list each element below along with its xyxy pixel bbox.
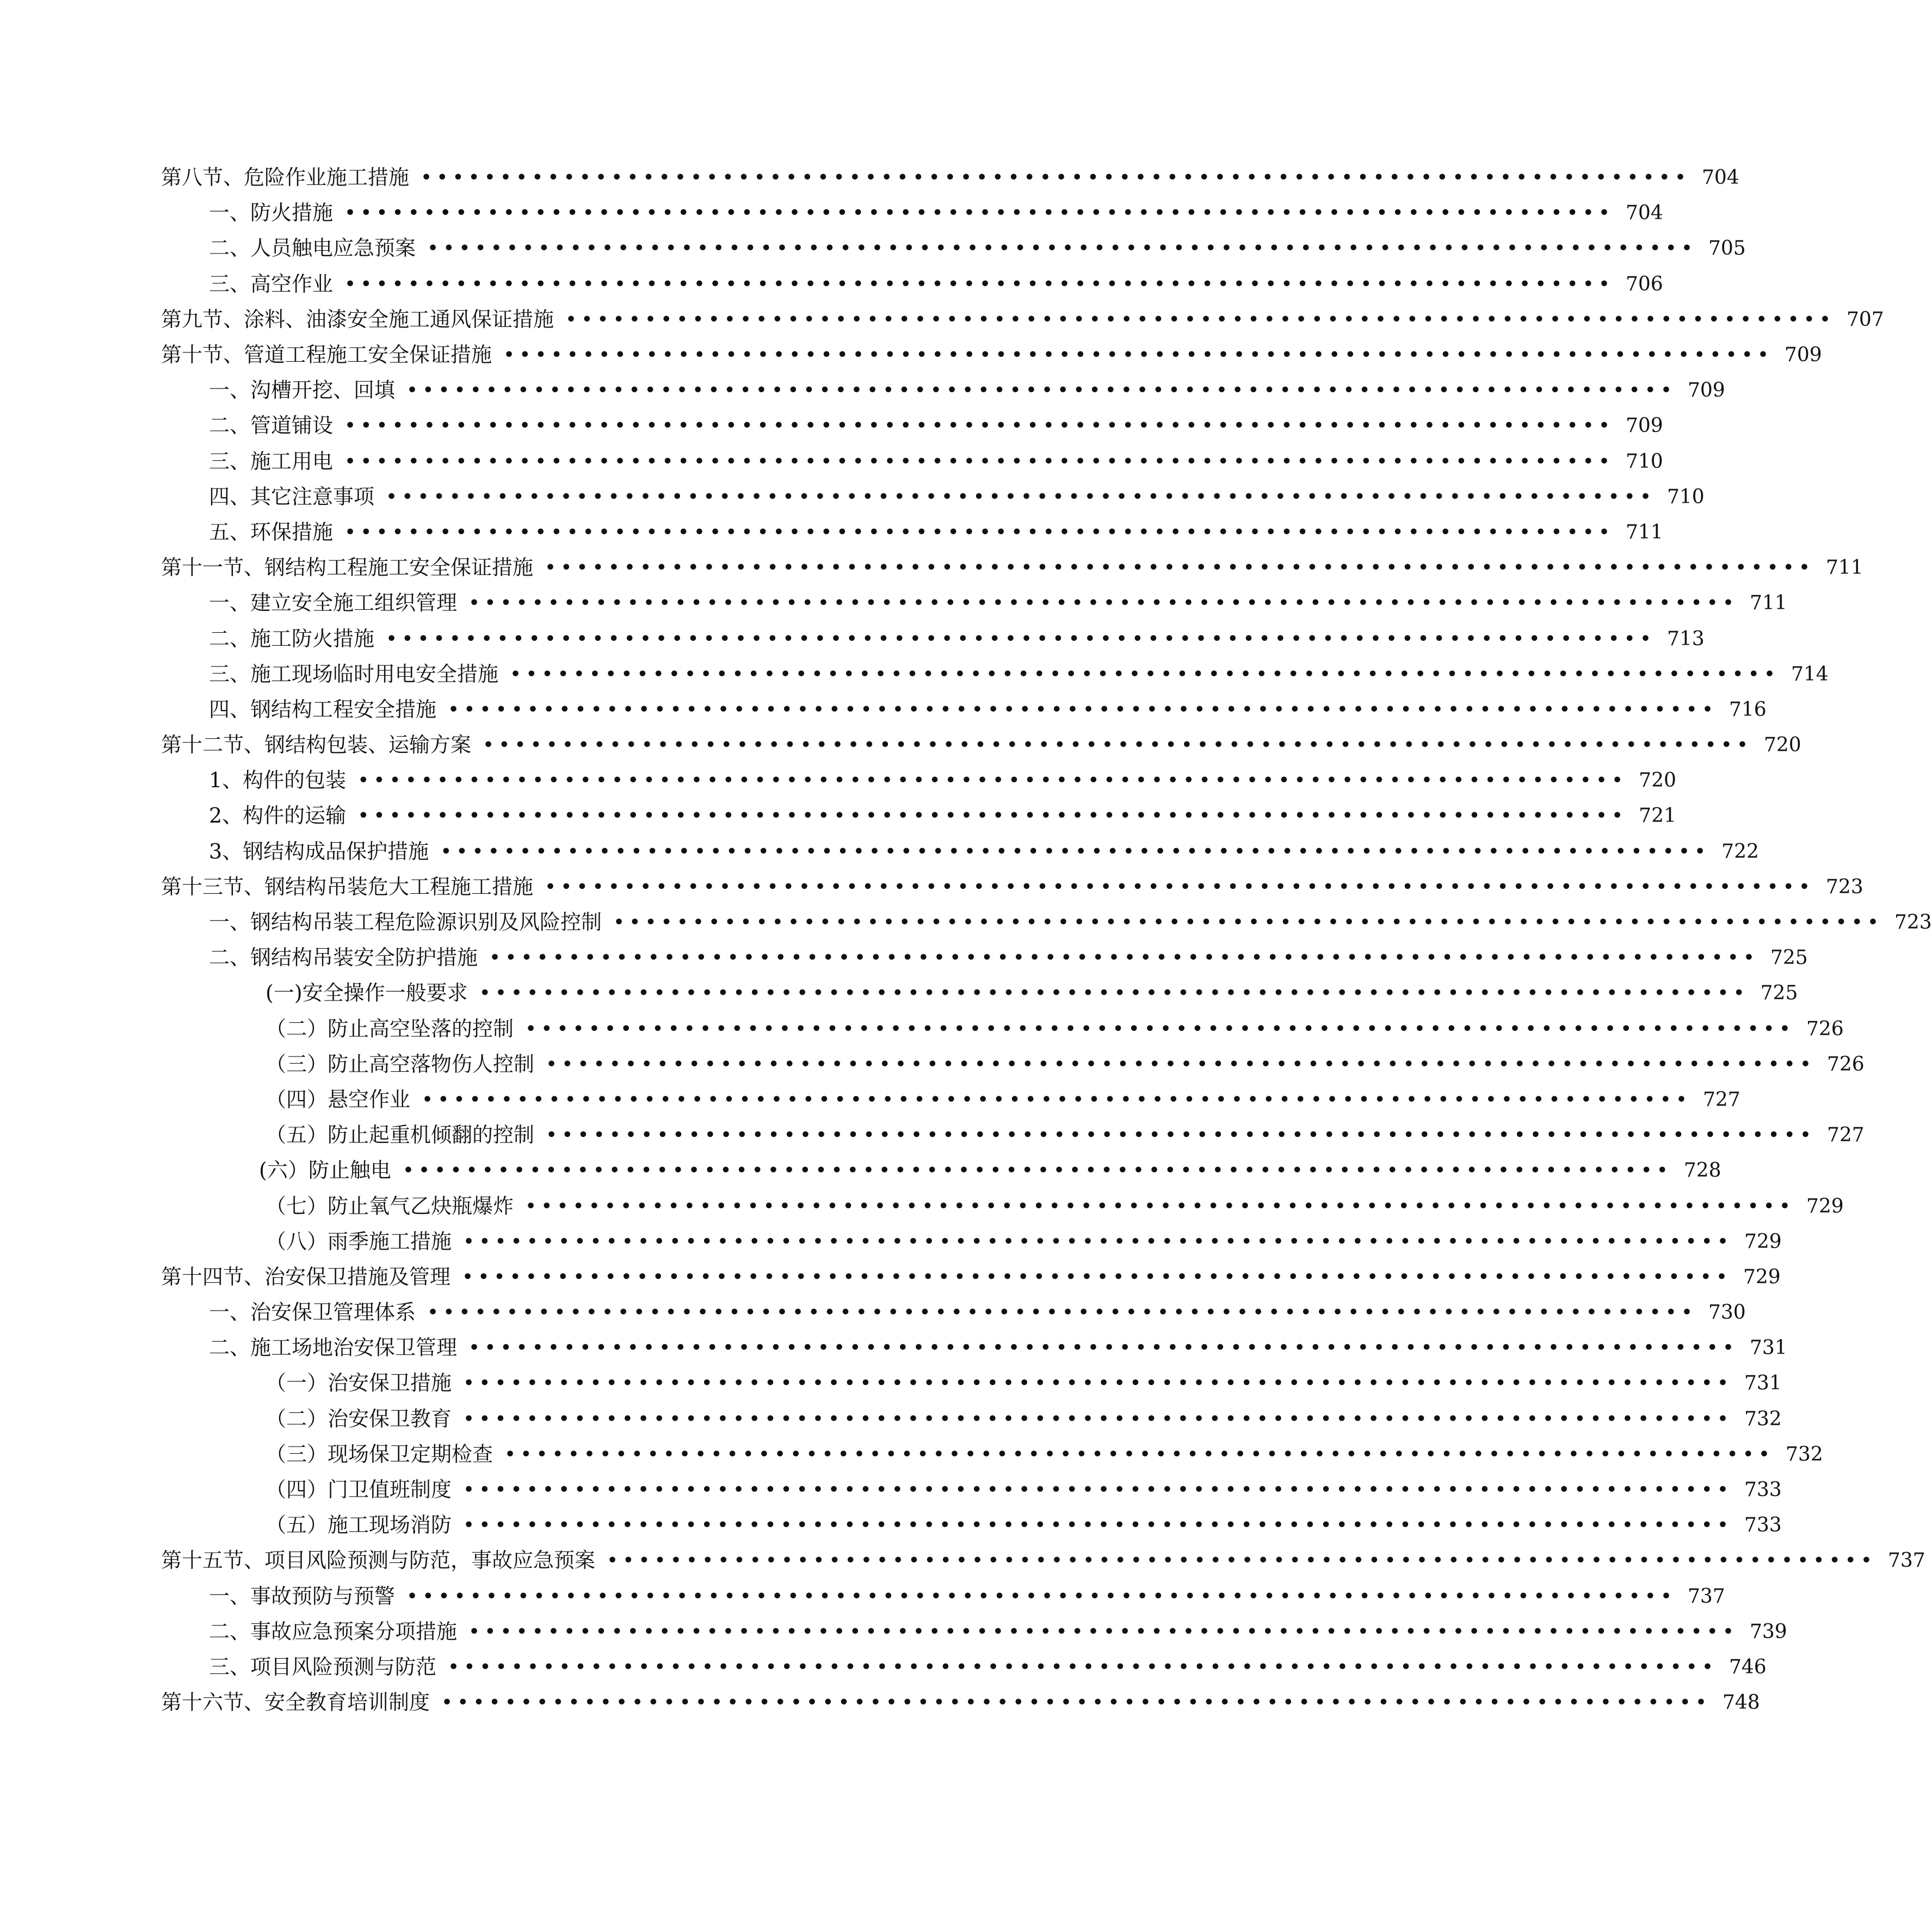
toc-dot-leader: •••••••••••••••••••••••••••••••••••••••••••••••••••••••••••••••••••••••••••••••• [345,522,1615,542]
toc-entry-page-number: 727 [1827,1124,1865,1147]
toc-entry-title: 第八节、危险作业施工措施 [161,165,410,190]
toc-entry-page-number: 714 [1791,663,1829,685]
toc-entry-page-number: 737 [1688,1585,1725,1608]
toc-entry-title: 三、项目风险预测与防范 [209,1654,437,1679]
toc-entry-title: （四）悬空作业 [266,1087,411,1111]
toc-entry[interactable] [161,975,1798,1011]
toc-entry-title: 3、钢结构成品保护措施 [209,839,429,863]
toc-entry-title: （二）防止高空坠落的控制 [266,1016,514,1041]
toc-entry[interactable] [161,727,1801,763]
table-of-contents [161,160,1932,1720]
toc-entry-title: 第十五节、项目风险预测与防范，事故应急预案 [161,1548,596,1573]
toc-dot-leader: •••••••••••••••••••••••••••••••••••••••••••••••••••••••••••••••••••••••••••••••• [526,1196,1795,1216]
toc-entry-title: （四）门卫值班制度 [266,1478,452,1502]
toc-entry[interactable] [161,1366,1782,1401]
toc-entry-page-number: 733 [1744,1514,1782,1537]
toc-entry-page-number: 729 [1743,1265,1781,1288]
toc-entry-page-number: 728 [1683,1159,1721,1182]
toc-entry[interactable] [161,763,1676,798]
toc-dot-leader: •••••••••••••••••••••••••••••••••••••••••••••••••••••••••••••••••••••••••••••••• [358,771,1628,790]
toc-entry-page-number: 711 [1826,557,1863,579]
toc-entry-page-number: 709 [1626,415,1663,437]
toc-dot-leader: •••••••••••••••••••••••••••••••••••••••••••••••••••••••••••••••••••••••••••••••• [546,1126,1816,1145]
toc-entry-title: 第十二节、钢结构包装、运输方案 [161,733,472,757]
toc-dot-leader: •••••••••••••••••••••••••••••••••••••••••••••••••••••••••••••••••••••••••••••••• [403,1161,1673,1181]
toc-entry[interactable] [161,515,1663,550]
toc-entry[interactable] [161,444,1663,479]
toc-entry-page-number: 725 [1770,947,1808,969]
toc-entry[interactable] [161,585,1787,621]
toc-dot-leader: •••••••••••••••••••••••••••••••••••••••••••••••••••••••••••••••••••••••••••••••• [464,1480,1733,1500]
toc-entry-page-number: 731 [1744,1372,1782,1395]
toc-entry-title: (一)安全操作一般要求 [266,981,468,1005]
toc-dot-leader: •••••••••••••••••••••••••••••••••••••••••••••••••••••••••••••••••••••••••••••••• [345,203,1615,223]
toc-entry-title: 四、钢结构工程安全措施 [209,697,437,721]
toc-entry-title: 第九节、涂料、油漆安全施工通风保证措施 [161,307,554,331]
toc-dot-leader: •••••••••••••••••••••••••••••••••••••••••••••••••••••••••••••••••••••••••••••••• [545,558,1815,578]
toc-dot-leader: •••••••••••••••••••••••••••••••••••••••••••••••••••••••••••••••••••••••••••••••• [469,1338,1739,1358]
toc-dot-leader: •••••••••••••••••••••••••••••••••••••••••••••••••••••••••••••••••••••••••••••••• [607,1551,1877,1571]
toc-entry[interactable] [161,1259,1781,1295]
toc-entry-page-number: 709 [1785,344,1822,367]
toc-entry[interactable] [161,1685,1760,1720]
toc-entry-title: 三、施工现场临时用电安全措施 [209,662,499,686]
toc-entry-title: 一、钢结构吊装工程危险源识别及风险控制 [209,910,602,935]
toc-entry-title: 二、人员触电应急预案 [209,236,416,261]
toc-entry[interactable] [161,692,1767,727]
toc-dot-leader: •••••••••••••••••••••••••••••••••••••••••••••••••••••••••••••••••••••••••••••••• [464,1516,1733,1535]
toc-dot-leader: •••••••••••••••••••••••••••••••••••••••••••••••••••••••••••••••••••••••••••••••• [345,452,1615,471]
toc-dot-leader: •••••••••••••••••••••••••••••••••••••••••••••••••••••••••••••••••••••••••••••••• [504,345,1774,365]
toc-dot-leader: •••••••••••••••••••••••••••••••••••••••••••••••••••••••••••••••••••••••••••••••• [483,736,1753,755]
toc-entry-title: （三）现场保卫定期检查 [266,1442,493,1466]
toc-entry[interactable] [161,550,1863,585]
toc-entry-title: 一、治安保卫管理体系 [209,1300,416,1325]
toc-dot-leader: •••••••••••••••••••••••••••••••••••••••••••••••••••••••••••••••••••••••••••••••• [510,664,1780,684]
toc-entry-page-number: 732 [1786,1443,1823,1466]
toc-entry-title: 第十六节、安全教育培训制度 [161,1690,430,1715]
toc-dot-leader: •••••••••••••••••••••••••••••••••••••••••••••••••••••••••••••••••••••••••••••••• [464,1232,1733,1251]
toc-entry[interactable] [161,1437,1823,1472]
toc-entry[interactable] [161,1543,1925,1578]
toc-entry-title: （一）治安保卫措施 [266,1371,452,1395]
toc-entry[interactable] [161,195,1663,231]
toc-entry[interactable] [161,160,1739,195]
toc-entry-title: 二、管道铺设 [209,413,334,438]
toc-entry-page-number: 730 [1708,1301,1746,1324]
toc-dot-leader: •••••••••••••••••••••••••••••••••••••••••••••••••••••••••••••••••••••••••••••••• [428,1303,1698,1323]
toc-entry-page-number: 732 [1744,1407,1782,1430]
toc-entry-page-number: 710 [1626,450,1663,473]
toc-entry-page-number: 725 [1760,982,1798,1005]
toc-entry-page-number: 716 [1729,698,1767,721]
toc-dot-leader: •••••••••••••••••••••••••••••••••••••••••••••••••••••••••••••••••••••••••••••••• [566,310,1836,329]
toc-entry-title: 一、建立安全施工组织管理 [209,591,458,615]
toc-entry-title: 五、环保措施 [209,520,334,544]
toc-entry[interactable] [161,1224,1782,1259]
toc-entry[interactable] [161,337,1822,373]
toc-entry-title: 1、构件的包装 [209,768,347,793]
toc-entry-title: （二）治安保卫教育 [266,1406,452,1431]
toc-entry-page-number: 705 [1708,237,1746,260]
toc-entry[interactable] [161,479,1705,515]
toc-entry-page-number: 707 [1847,308,1884,331]
toc-entry[interactable] [161,1047,1865,1082]
toc-dot-leader: •••••••••••••••••••••••••••••••••••••••••••••••••••••••••••••••••••••••••••••••• [448,700,1718,719]
toc-entry-page-number: 710 [1667,485,1705,508]
toc-entry-page-number: 727 [1703,1088,1740,1111]
toc-entry-title: （五）施工现场消防 [266,1513,452,1537]
toc-entry-page-number: 726 [1827,1053,1865,1076]
toc-entry-title: （三）防止高空落物伤人控制 [266,1052,535,1076]
toc-entry-page-number: 739 [1750,1620,1787,1643]
toc-entry-page-number: 723 [1826,875,1863,898]
toc-entry[interactable] [161,834,1759,869]
toc-dot-leader: •••••••••••••••••••••••••••••••••••••••••••••••••••••••••••••••••••••••••••••••• [464,1409,1733,1429]
toc-entry-title: 一、事故预防与预警 [209,1584,396,1608]
toc-entry[interactable] [161,1508,1782,1543]
toc-dot-leader: •••••••••••••••••••••••••••••••••••••••••••••••••••••••••••••••••••••••••••••••• [469,1622,1739,1641]
toc-entry[interactable] [161,1188,1844,1224]
toc-entry[interactable] [161,231,1746,266]
toc-dot-leader: •••••••••••••••••••••••••••••••••••••••••••••••••••••••••••••••••••••••••••••••• [442,1693,1712,1713]
toc-entry-page-number: 733 [1744,1479,1782,1502]
toc-dot-leader: •••••••••••••••••••••••••••••••••••••••••••••••••••••••••••••••••••••••••••••••• [386,629,1656,648]
toc-entry-page-number: 711 [1750,592,1787,615]
toc-entry-page-number: 711 [1626,521,1663,543]
toc-dot-leader: •••••••••••••••••••••••••••••••••••••••••••••••••••••••••••••••••••••••••••••••• [464,1374,1733,1393]
toc-entry[interactable] [161,905,1932,940]
toc-entry-title: 二、施工场地治安保卫管理 [209,1336,458,1360]
toc-entry[interactable] [161,1011,1844,1047]
toc-entry[interactable] [161,1614,1787,1649]
toc-entry-title: 二、施工防火措施 [209,626,375,651]
toc-entry-page-number: 704 [1702,166,1739,189]
toc-entry-page-number: 720 [1639,769,1676,792]
toc-entry[interactable] [161,869,1863,905]
toc-entry-page-number: 704 [1626,202,1663,225]
toc-dot-leader: •••••••••••••••••••••••••••••••••••••••••••••••••••••••••••••••••••••••••••••••• [441,842,1711,861]
toc-dot-leader: •••••••••••••••••••••••••••••••••••••••••••••••••••••••••••••••••••••••••••••••• [546,1054,1816,1074]
toc-entry[interactable] [161,1579,1725,1614]
toc-entry-page-number: 720 [1764,734,1801,757]
toc-dot-leader: •••••••••••••••••••••••••••••••••••••••••••••••••••••••••••••••••••••••••••••••• [462,1267,1732,1287]
toc-entry-title: （七）防止氧气乙炔瓶爆炸 [266,1194,514,1218]
toc-entry-title: 一、防火措施 [209,201,334,225]
toc-dot-leader: •••••••••••••••••••••••••••••••••••••••••••••••••••••••••••••••••••••••••••••••• [345,416,1615,436]
toc-entry-page-number: 709 [1688,379,1725,402]
toc-entry[interactable] [161,1295,1746,1330]
toc-entry-title: 一、沟槽开挖、回填 [209,378,396,403]
toc-entry[interactable] [161,657,1829,692]
toc-entry[interactable] [161,1153,1721,1188]
toc-entry-page-number: 726 [1806,1017,1844,1040]
toc-dot-leader: •••••••••••••••••••••••••••••••••••••••••••••••••••••••••••••••••••••••••••••••• [490,948,1760,968]
toc-entry-page-number: 723 [1894,911,1932,934]
toc-entry[interactable] [161,302,1884,337]
toc-entry[interactable] [161,1401,1782,1437]
toc-entry-title: 四、其它注意事项 [209,484,375,509]
toc-entry[interactable] [161,1472,1782,1508]
toc-dot-leader: •••••••••••••••••••••••••••••••••••••••••••••••••••••••••••••••••••••••••••••••• [358,806,1628,826]
toc-entry[interactable] [161,408,1663,443]
toc-entry[interactable] [161,1117,1865,1153]
toc-entry-page-number: 731 [1750,1337,1787,1360]
toc-entry-page-number: 713 [1667,627,1705,650]
toc-entry-title: 第十一节、钢结构工程施工安全保证措施 [161,555,534,580]
toc-entry-title: （五）防止起重机倾翻的控制 [266,1123,535,1147]
toc-dot-leader: •••••••••••••••••••••••••••••••••••••••••••••••••••••••••••••••••••••••••••••••• [407,381,1677,400]
toc-dot-leader: •••••••••••••••••••••••••••••••••••••••••••••••••••••••••••••••••••••••••••••••• [614,913,1884,932]
toc-dot-leader: •••••••••••••••••••••••••••••••••••••••••••••••••••••••••••••••••••••••••••••••• [407,1586,1677,1606]
toc-entry-title: 2、构件的运输 [209,804,347,828]
toc-entry-title: 二、事故应急预案分项措施 [209,1619,458,1644]
toc-entry-page-number: 729 [1806,1195,1844,1218]
toc-entry-page-number: 748 [1723,1691,1760,1714]
toc-entry[interactable] [161,1082,1740,1117]
toc-entry[interactable] [161,621,1705,656]
toc-entry-page-number: 722 [1721,840,1759,863]
toc-entry[interactable] [161,373,1725,408]
toc-entry-title: 二、钢结构吊装安全防护措施 [209,946,478,970]
toc-entry[interactable] [161,940,1808,975]
toc-entry-page-number: 729 [1744,1230,1782,1253]
toc-dot-leader: •••••••••••••••••••••••••••••••••••••••••••••••••••••••••••••••••••••••••••••••• [421,168,1691,188]
toc-entry[interactable] [161,1330,1787,1366]
toc-entry-title: (六）防止触电 [259,1158,391,1183]
toc-dot-leader: •••••••••••••••••••••••••••••••••••••••••••••••••••••••••••••••••••••••••••••••• [345,274,1615,294]
toc-entry-page-number: 721 [1639,805,1676,827]
toc-entry[interactable] [161,267,1663,302]
toc-entry-title: 三、高空作业 [209,271,334,296]
toc-entry-title: 第十四节、治安保卫措施及管理 [161,1264,451,1289]
toc-dot-leader: •••••••••••••••••••••••••••••••••••••••••••••••••••••••••••••••••••••••••••••••• [422,1090,1692,1109]
toc-entry-title: （八）雨季施工措施 [266,1229,452,1253]
toc-dot-leader: •••••••••••••••••••••••••••••••••••••••••••••••••••••••••••••••••••••••••••••••• [505,1444,1775,1464]
toc-entry-page-number: 706 [1626,273,1663,295]
toc-entry-title: 第十三节、钢结构吊装危大工程施工措施 [161,874,534,899]
toc-entry-title: 三、施工用电 [209,449,334,473]
toc-entry-page-number: 746 [1729,1655,1767,1678]
toc-dot-leader: •••••••••••••••••••••••••••••••••••••••••••••••••••••••••••••••••••••••••••••••• [386,487,1656,506]
toc-dot-leader: •••••••••••••••••••••••••••••••••••••••••••••••••••••••••••••••••••••••••••••••• [428,239,1698,258]
toc-entry[interactable] [161,1649,1767,1685]
toc-entry-page-number: 737 [1888,1549,1925,1572]
toc-dot-leader: •••••••••••••••••••••••••••••••••••••••••••••••••••••••••••••••••••••••••••••••• [545,877,1815,897]
toc-entry[interactable] [161,798,1676,833]
toc-dot-leader: •••••••••••••••••••••••••••••••••••••••••••••••••••••••••••••••••••••••••••••••• [526,1019,1795,1039]
toc-dot-leader: •••••••••••••••••••••••••••••••••••••••••••••••••••••••••••••••••••••••••••••••• [448,1657,1718,1677]
toc-dot-leader: •••••••••••••••••••••••••••••••••••••••••••••••••••••••••••••••••••••••••••••••• [469,594,1739,613]
toc-entry-title: 第十节、管道工程施工安全保证措施 [161,343,492,367]
toc-dot-leader: •••••••••••••••••••••••••••••••••••••••••••••••••••••••••••••••••••••••••••••••• [479,984,1750,1003]
